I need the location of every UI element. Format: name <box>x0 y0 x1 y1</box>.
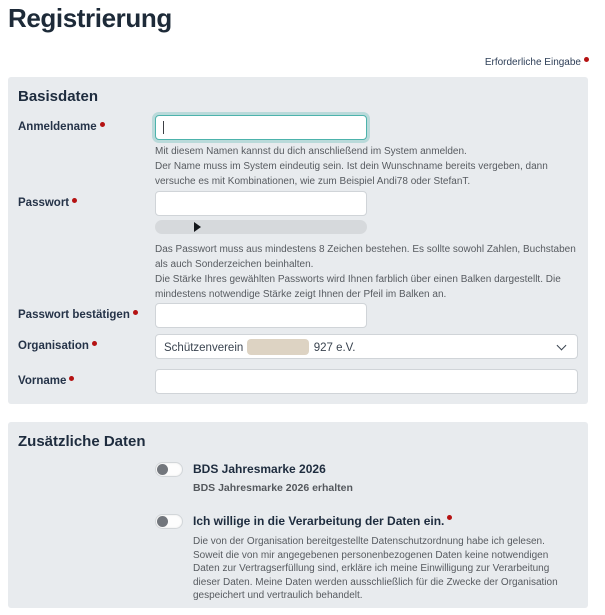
toggle-knob <box>157 516 168 527</box>
row-vorname <box>18 369 578 394</box>
row-bds-jahresmarke <box>155 461 578 494</box>
row-anmeldename <box>18 115 578 189</box>
vorname-label: Vorname <box>18 369 155 387</box>
required-note <box>485 57 589 68</box>
passwort-field-area <box>155 191 578 302</box>
required-dot-icon <box>92 341 97 346</box>
section-heading-zusaetzliche-daten: Zusätzliche Daten <box>18 433 146 450</box>
toggle-knob <box>157 464 168 475</box>
anmeldename-label: Anmeldename <box>18 115 155 133</box>
row-passwort-bestaetigen <box>18 303 578 328</box>
anmeldename-input-wrap <box>155 115 367 140</box>
vorname-input[interactable] <box>155 369 578 394</box>
organisation-select[interactable] <box>155 334 578 359</box>
redaction-blob <box>247 339 309 355</box>
consent-label: Ich willige in die Verarbeitung der Daten ein. <box>193 513 571 530</box>
required-dot-icon <box>584 57 589 62</box>
row-consent <box>155 513 578 603</box>
row-organisation <box>18 334 578 359</box>
required-dot-icon <box>69 376 74 381</box>
required-note-label: Erforderliche Eingabe <box>484 57 581 68</box>
consent-help: Die von der Organisation bereitgestellte Datenschutzordnung habe ich gelesen. Soweit die von mir angegebenen personenbezogenen Daten keine notwendigen Daten zur Vertragserfüllung sind, erkläre ich meine Einwilligung zur Verarbeitung dieser Daten. Meine Daten werden ausschließlich für die Zwecke der Organisation gespeichert und vertraulich behandelt. <box>193 536 558 601</box>
passwort-help-line2: Die Stärke Ihres gewählten Passworts wird Ihnen farblich über einen Balken dargestellt. Die mindestens notwendige Stärke zeigt Ihnen der Pfeil im Balken an. <box>155 274 561 300</box>
password-strength-bar <box>155 220 367 234</box>
organisation-field-area <box>155 334 578 359</box>
anmeldename-help-line2: Der Name muss im System eindeutig sein. Ist dein Wunschname bereits vergeben, dann versuche es mit Kombinationen, wie zum Beispiel Andi78 oder StefanT. <box>155 161 548 187</box>
passwort-help-line1: Das Passwort muss aus mindestens 8 Zeichen bestehen. Es sollte sowohl Zahlen, Buchstaben als auch Sonderzeichen beinhalten. <box>155 244 576 270</box>
organisation-label: Organisation <box>18 334 155 352</box>
passwort-input[interactable] <box>155 191 367 216</box>
section-zusaetzliche-daten <box>8 422 588 608</box>
row-passwort <box>18 191 578 302</box>
page-title: Registrierung <box>8 3 172 33</box>
text-cursor <box>163 121 164 134</box>
bds-jahresmarke-sublabel: BDS Jahresmarke 2026 erhalten <box>193 482 353 494</box>
chevron-down-icon <box>557 341 567 351</box>
passwort-bestaetigen-field-area <box>155 303 578 328</box>
organisation-value-prefix: Schützenverein <box>164 342 244 354</box>
organisation-value-suffix: 927 e.V. <box>313 342 356 354</box>
bds-jahresmarke-text <box>193 461 353 494</box>
passwort-bestaetigen-label: Passwort bestätigen <box>18 303 155 321</box>
bds-jahresmarke-toggle[interactable] <box>155 462 183 477</box>
section-basisdaten <box>8 77 588 404</box>
bds-jahresmarke-label: BDS Jahresmarke 2026 <box>193 462 326 476</box>
required-dot-icon <box>133 310 138 315</box>
anmeldename-help-line1: Mit diesem Namen kannst du dich anschließend im System anmelden. <box>155 146 467 157</box>
required-dot-icon <box>72 198 77 203</box>
anmeldename-input[interactable] <box>155 115 367 140</box>
required-dot-icon <box>447 515 452 520</box>
passwort-bestaetigen-input[interactable] <box>155 303 367 328</box>
strength-threshold-arrow-icon <box>194 222 201 232</box>
required-dot-icon <box>100 122 105 127</box>
section-heading-basisdaten: Basisdaten <box>18 88 99 105</box>
anmeldename-field-area <box>155 115 578 189</box>
consent-toggle[interactable] <box>155 514 183 529</box>
vorname-field-area <box>155 369 578 394</box>
consent-text <box>193 513 571 603</box>
passwort-label: Passwort <box>18 191 155 209</box>
